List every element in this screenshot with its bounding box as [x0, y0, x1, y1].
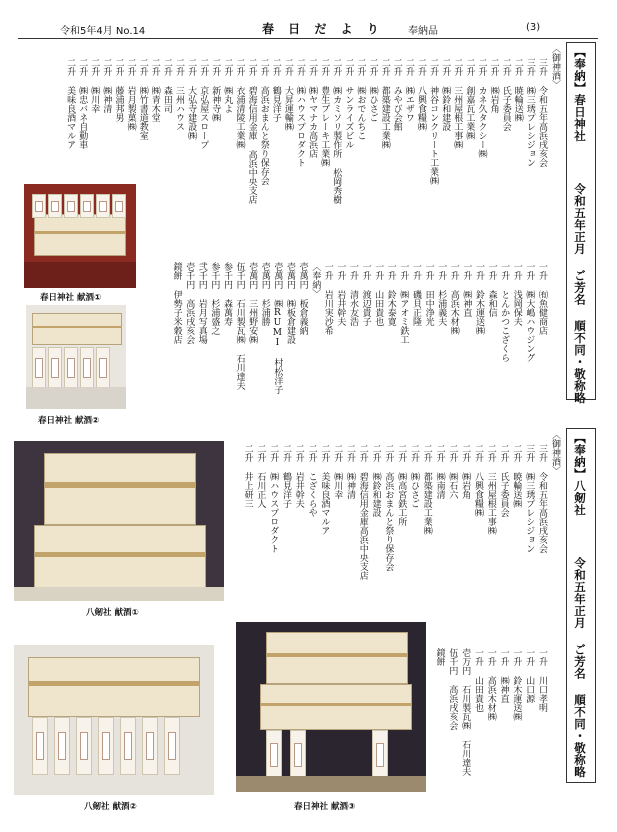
- donor-entry: 二升 氏子委員会: [500, 58, 511, 131]
- section-label: 奉納品: [408, 26, 438, 37]
- donor-entry: 壱萬円 杉浦勝: [259, 262, 270, 326]
- caption-yatsurugi-2: 八剱社 献酒②: [84, 802, 137, 812]
- donor-entry: 二升 都築建設工業㈱: [379, 58, 390, 149]
- donor-entry: 一升 ㈱神直: [498, 648, 509, 703]
- donor-entry: 一升 ㈱大嶋ハウジング: [524, 262, 535, 362]
- donor-entry: 一升 岩川実沙希: [322, 262, 333, 335]
- donor-entry: 二升 三州ハウス: [174, 58, 184, 131]
- donor-entry: 二升 八興食糧㈱: [416, 58, 426, 131]
- donor-entry: 一升 山田貴也: [373, 262, 384, 326]
- yatsurugi-title-box: [566, 428, 596, 783]
- donor-entry: 二升 大弘寺建設㈱: [186, 58, 197, 140]
- donor-entry: 二升 岩井幹夫: [293, 444, 304, 508]
- donor-entry: 一升 田中浄光: [423, 262, 434, 326]
- donor-entry: 一升 ㈲魚健商店: [537, 262, 547, 335]
- donor-entry: 壱萬円 ㈱板倉建設: [285, 262, 295, 344]
- donor-entry: 参千円 森萬寿: [222, 262, 232, 326]
- donor-entry: 二升 大昇運輸㈱: [282, 58, 293, 131]
- donor-entry: 二升 新神寺㈱: [210, 58, 221, 122]
- donor-entry: 二升 ㈱エザワ: [403, 58, 414, 122]
- donor-entry: 二升 京弘屋スロープ: [198, 58, 209, 149]
- donor-entry: 一升 鈴木運送㈱: [474, 262, 484, 335]
- photo-kasuga-1: [24, 184, 136, 288]
- photo-yatsurugi-2: [14, 645, 214, 795]
- donor-entry: 二升 ㈱神清: [345, 444, 355, 499]
- yatsurugi-category: 〈御神酒〉: [550, 430, 560, 475]
- photo-yatsurugi-1: [14, 441, 224, 601]
- donor-entry: 一升 山田貴也: [473, 648, 483, 712]
- donor-entry: 一升 鈴木運送㈱: [511, 648, 522, 721]
- issue-date: 令和5年4月 No.14: [60, 26, 146, 37]
- donor-entry: 二升 ㈱神清: [101, 58, 112, 113]
- donor-entry: 一升 岩井幹夫: [335, 262, 346, 326]
- donor-entry: 二升 ㈱おでんちこ: [355, 58, 366, 140]
- donor-entry: 二升 八興食糧㈱: [473, 444, 483, 517]
- donor-entry: 二升 三州屋根工事㈱: [485, 444, 496, 535]
- donor-entry: 二升 ㈱ひさご: [367, 58, 378, 122]
- donor-entry: 二升 ㈱高宮鉄工所: [396, 444, 407, 526]
- page-header: [0, 0, 617, 40]
- donor-entry: 一升 ㈱神直: [461, 262, 472, 317]
- caption-yatsurugi-1: 八剱社 献酒①: [86, 608, 139, 618]
- donor-entry: 二升 ㈱ハウスプロダクト: [295, 58, 305, 167]
- donor-entry: 二升 神谷コンクリート工業㈱: [428, 58, 439, 185]
- donor-entry: 二升 ㈱竹書道教室: [137, 58, 148, 140]
- donor-entry: 二升 藤浦邦男: [113, 58, 124, 122]
- yatsurugi-subtitle: 令和五年正月 ご芳名 順不同・敬称略: [573, 557, 587, 778]
- donor-entry: 一升 鈴木泰寛: [385, 262, 396, 326]
- donor-entry: 二升 ㈱川幸: [332, 444, 343, 499]
- kasuga-category: 〈御神酒〉: [550, 44, 560, 89]
- donor-entry: 二升 高浜おまんと祭り保存会: [383, 444, 394, 571]
- donor-entry: 二升 ㈱丸よ: [222, 58, 233, 113]
- donor-entry: 二升 暁輪送㈱: [511, 444, 522, 508]
- donor-entry: 二升 三州屋根工事㈱: [452, 58, 463, 149]
- donor-entry: 二升 サンライズビル: [343, 58, 354, 149]
- donor-entry: 二升 ㈱鈴和建設: [370, 444, 381, 517]
- donor-entry: 参千円 杉浦盛之: [209, 262, 220, 335]
- donor-entry: 二升 ㈱忠バネ自動車: [77, 58, 88, 149]
- donor-entry: 一升 清水友浩: [348, 262, 358, 326]
- yatsurugi-title: 【奉納】八剱社: [573, 432, 587, 516]
- donor-entry: 二升 鶴見洋子: [281, 444, 291, 508]
- donor-entry: 二升 ㈱カミソリ製作所 松岡秀樹: [331, 58, 342, 204]
- donor-entry: 二升 氏子委員会: [498, 444, 509, 517]
- caption-kasuga-2: 春日神社 献酒②: [38, 416, 100, 426]
- newsletter-title: 春 日 だ よ り: [262, 22, 384, 36]
- donor-entry: 二升 美味良酒マルア: [319, 444, 330, 535]
- donor-entry: 二升 美味良酒マルア: [65, 58, 76, 149]
- donor-entry: 二升 ㈱南清: [434, 444, 445, 499]
- donor-entry: 三升 令和五年高浜戌亥会: [537, 444, 547, 553]
- donor-entry: 二升 ㈱石六: [447, 444, 458, 499]
- donor-entry: 壱萬円 板倉義納: [297, 262, 308, 335]
- donor-entry: 壱萬円 ㈱RUMI 村松洋子: [272, 262, 283, 394]
- donor-entry: 二升 ㈱ひさご: [409, 444, 419, 508]
- donor-entry: 二升 豊生ブレーキ工業㈱: [319, 58, 330, 167]
- donor-entry: 二升 森田司: [161, 58, 172, 113]
- donor-entry: 一升 杉浦義夫: [436, 262, 447, 326]
- photo-kasuga-3: [236, 622, 426, 792]
- donor-entry: 二升 衣浦清陵工業㈱: [234, 58, 245, 149]
- donor-entry: 二升 ㈱鈴和建設: [440, 58, 451, 131]
- donor-entry: 伍千円 石川製瓦㈱ 石川達夫: [234, 262, 245, 390]
- donor-entry: 一升 ㈱アオミ鉄工: [398, 262, 409, 344]
- donor-entry: 二升 ㈱岩角: [488, 58, 499, 113]
- caption-kasuga-1: 春日神社 献酒①: [40, 293, 102, 303]
- donor-entry: 壱万円 石川製瓦㈱ 石川達夫: [460, 648, 471, 776]
- donor-entry: 二升 こざくらや: [306, 444, 317, 517]
- donor-entry: 二升 碧海信用金庫 高浜中央支店: [246, 58, 257, 204]
- donor-entry: 一升 山口源: [524, 648, 535, 703]
- donor-entry: 三升 令和五年高浜戌亥会: [537, 58, 547, 167]
- donor-entry: 伍千円 高浜戌亥会: [447, 648, 458, 730]
- donor-entry: 一升 高浜木材㈱: [485, 648, 496, 721]
- donor-entry: 二升 石川正人: [255, 444, 266, 508]
- kasuga-title-box: [566, 42, 596, 404]
- donor-entry: 〈奉納〉: [310, 262, 321, 298]
- donor-entry: 一升 渡辺貴子: [360, 262, 371, 326]
- donor-entry: 二升 創嘉瓦工業㈱: [464, 58, 475, 140]
- donor-entry: 一升 森和信: [486, 262, 497, 317]
- header-rule: [18, 38, 598, 39]
- caption-kasuga-3: 春日神社 献酒③: [294, 802, 356, 812]
- donor-entry: 一升 とんかつこざくら: [499, 262, 510, 362]
- donor-entry: 二升 みやび会館: [391, 58, 402, 131]
- donor-entry: 二升 碧海信用金庫高浜中央支店: [357, 444, 368, 580]
- donor-entry: 二升 高浜おまんと祭り保存会: [258, 58, 269, 185]
- donor-entry: 三升 ㈱三琇プレシジョン: [524, 58, 535, 167]
- donor-entry: 二升 ㈱ヤマナカ高浜店: [307, 58, 318, 158]
- donor-entry: 二升 暁輪送㈱: [512, 58, 523, 122]
- donor-entry: 二升 都築建設工業㈱: [421, 444, 432, 535]
- donor-entry: 一升 高浜木材㈱: [448, 262, 459, 335]
- donor-entry: 鏡餅: [434, 648, 445, 666]
- kasuga-subtitle: 令和五年正月 ご芳名 順不同・敬称略: [573, 183, 587, 404]
- donor-entry: 壱千円 高浜戌亥会: [184, 262, 195, 344]
- donor-entry: 二升 ㈱ハウスプロダクト: [268, 444, 279, 553]
- photo-kasuga-2: [26, 305, 126, 409]
- donor-entry: 二升 ㈱青木堂: [149, 58, 160, 122]
- page-number: (3): [526, 22, 541, 33]
- donor-entry: 一升 川口孝明: [537, 648, 547, 712]
- donor-entry: 二升 鶴見洋子: [270, 58, 281, 122]
- donor-entry: 一升 磯貝正隆: [411, 262, 421, 326]
- donor-entry: 二升 ㈱岩角: [460, 444, 471, 499]
- donor-entry: 二升 井上研三: [242, 444, 253, 508]
- donor-entry: 一升 浅岡保夫: [511, 262, 522, 326]
- donor-entry: 弐千円 岩月写真場: [196, 262, 207, 344]
- donor-entry: 二升 ㈱川幸: [89, 58, 100, 113]
- donor-entry: 壱萬円 三州野安㈱: [247, 262, 258, 344]
- donor-entry: 二升 岩月製菓㈱: [125, 58, 136, 131]
- donor-entry: 三升 ㈱三琇プレシジョン: [524, 444, 535, 553]
- kasuga-title: 【奉納】春日神社: [573, 46, 587, 142]
- donor-entry: 鏡餅 伊勢子米穀店: [171, 262, 182, 344]
- donor-entry: 二升 カネ久タクシー㈱: [476, 58, 487, 158]
